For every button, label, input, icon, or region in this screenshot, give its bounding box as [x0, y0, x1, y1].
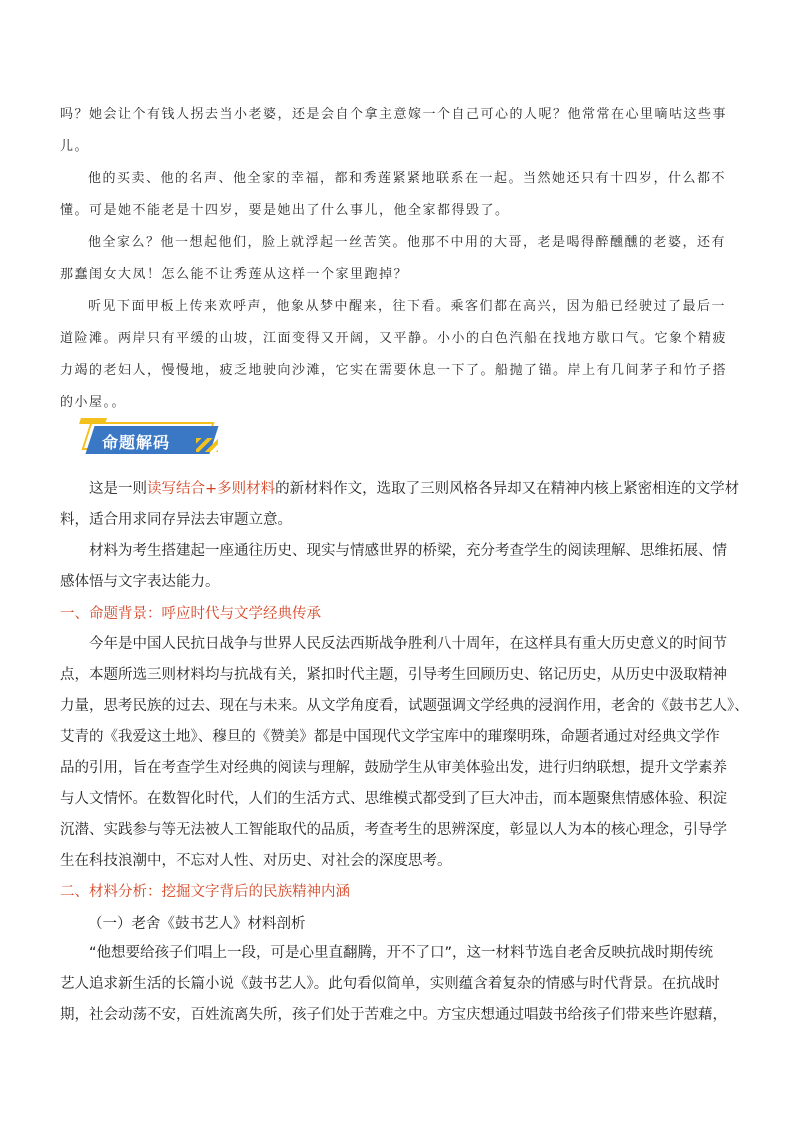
section1-line: 与人文情怀。在数智化时代，人们的生活方式、思维模式都受到了巨大冲击，而本题聚焦情感体验、积淀: [60, 791, 727, 807]
excerpt-line: 他全家么？他一想起他们，脸上就浮起一丝苦笑。他那不中用的大哥，老是喝得醉醺醺的老婆，还有: [88, 235, 727, 250]
section2-line: “他想要给孩子们唱上一段，可是心里直翻腾，开不了口”，这一材料节选自老舍反映抗战时期传统: [89, 945, 714, 961]
section1-line: 今年是中国人民抗日战争与世界人民反法西斯战争胜利八十周年，在这样具有重大历史意义的时间节: [89, 636, 727, 652]
section-banner: [80, 418, 218, 460]
intro-line: 材料为考生搭建起一座通往历史、现实与情感世界的桥梁，充分考查学生的阅读理解、思维拓展、情: [89, 543, 727, 559]
intro-text: 这是一则: [89, 481, 147, 497]
section1-paragraph: [60, 629, 749, 877]
section1-line: 力量，思考民族的过去、现在与未来。从文学角度看，试题强调文学经典的浸润作用，老舍的《鼓书艺人》、: [60, 698, 749, 714]
banner-title: 命题解码: [102, 435, 171, 452]
excerpt-line: 听见下面甲板上传来欢呼声，他象从梦中醒来，往下看。乘客们都在高兴，因为船已经驶过了最后一: [88, 299, 727, 314]
section1-line: 生在科技浪潮中，不忘对人性、对历史、对社会的深度思考。: [60, 853, 452, 869]
excerpt-line: 他的买卖、他的名声、他全家的幸福，都和秀莲紧紧地联系在一起。当然她还只有十四岁，什么都不: [88, 171, 727, 186]
section1-line: 点，本题所选三则材料均与抗战有关，紧扣时代主题，引导考生回顾历史、铭记历史，从历史中汲取精神: [60, 667, 727, 683]
section2-line: 期，社会动荡不安，百姓流离失所，孩子们处于苦难之中。方宝庆想通过唱鼓书给孩子们带来些许慰藉，: [60, 1007, 727, 1023]
section2-paragraph: [60, 938, 740, 1031]
section2-line: 艺人追求新生活的长篇小说《鼓书艺人》。此句看似简单，实则蕴含着复杂的情感与时代背景。在抗战时: [60, 976, 720, 992]
intro-text: 的新材料作文，选取了三则风格各异却又在精神内核上紧密相连的文学材: [275, 481, 740, 497]
excerpt-line: 懂。可是她不能老是十四岁，要是她出了什么事儿，他全家都得毁了。: [60, 203, 510, 218]
intro-line: 料，适合用求同存异法去审题立意。: [60, 512, 292, 528]
section-heading-2: 二、材料分析：挖掘文字背后的民族精神内涵: [60, 884, 350, 900]
excerpt-line: 力竭的老妇人，慢慢地，疲乏地驶向沙滩，它实在需要休息一下了。船抛了锚。岸上有几间茅子和竹子搭: [60, 363, 728, 378]
section-heading-1: 一、命题背景：呼应时代与文学经典传承: [60, 606, 321, 622]
excerpt-line: 儿。: [60, 139, 90, 154]
intro-line: [60, 474, 740, 505]
intro-paragraph-2: [60, 536, 740, 598]
excerpt-line: 道险滩。两岸只有平缓的山坡，江面变得又开阔，又平静。小小的白色汽船在找地方歇口气。它象个精疲: [60, 331, 728, 346]
section1-line: 品的引用，旨在考查学生对经典的阅读与理解，鼓励学生从审美体验出发，进行归纳联想，提升文学素养: [60, 760, 727, 776]
banner-stripes: [196, 438, 218, 452]
excerpt-line: 吗？她会让个有钱人拐去当小老婆，还是会自个拿主意嫁一个自己可心的人呢？他常常在心里嘀咕这些事: [60, 107, 728, 122]
excerpt-line: 的小屋。。: [60, 395, 127, 410]
section1-line: 艾青的《我爱这土地》、穆旦的《赞美》都是中国现代文学宝库中的璀璨明珠，命题者通过对经典文学作: [60, 729, 720, 745]
section1-line: 沉潜、实践参与等无法被人工智能取代的品质，考查考生的思辨深度，彰显以人为本的核心理念，引导学: [60, 822, 727, 838]
intro-line: 感体悟与文字表达能力。: [60, 574, 220, 590]
subsection-heading: （一）老舍《鼓书艺人》材料剖析: [88, 916, 306, 932]
excerpt-line: 那蠢闺女大凤！怎么能不让秀莲从这样一个家里跑掉？: [60, 267, 409, 282]
intro-paragraph-1: [60, 474, 740, 536]
highlight-text: 读写结合+多则材料: [147, 481, 276, 497]
